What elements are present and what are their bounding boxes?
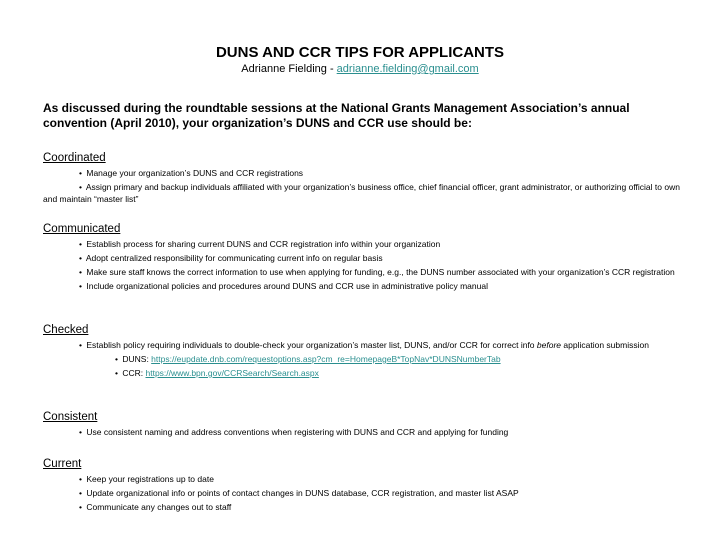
emphasis-before: before xyxy=(536,340,562,350)
document-title: DUNS AND CCR TIPS FOR APPLICANTS xyxy=(215,44,505,61)
bullet-marker: • xyxy=(79,182,82,192)
ccr-link[interactable]: https://www.bpn.gov/CCRSearch/Search.aspx xyxy=(145,368,319,378)
section-heading: Consistent xyxy=(43,411,98,423)
section-heading: Communicated xyxy=(43,223,121,235)
list-item: • Communicate any changes out to staff xyxy=(79,502,232,512)
bullet-marker: • xyxy=(79,474,82,484)
list-item: • Use consistent naming and address conventions when registering with DUNS and CCR and applying for funding xyxy=(79,427,509,437)
sub-list-item-duns: • DUNS: https://eupdate.dnb.com/requestoptions.asp?cm_re=HomepageB*TopNav*DUNSNumberTab xyxy=(115,354,501,364)
author-name: Adrianne Fielding - xyxy=(241,63,337,75)
author-line xyxy=(0,62,720,76)
bullet-marker: • xyxy=(79,488,82,498)
bullet-marker: • xyxy=(79,239,82,249)
section-checked xyxy=(43,323,683,381)
bullet-marker: • xyxy=(79,502,82,512)
list-item: • Make sure staff knows the correct information to use when applying for funding, e.g., the DUNS number associated with your organization’s CCR registration xyxy=(79,267,675,277)
bullet-marker: • xyxy=(115,354,118,364)
intro-paragraph: As discussed during the roundtable sessions at the National Grants Management Association’s annual convention (April 2010), your organization’s DUNS and CCR use should be: xyxy=(43,101,630,130)
section-communicated xyxy=(43,222,683,294)
author-email-link[interactable]: adrianne.fielding@gmail.com xyxy=(336,63,479,75)
list-item: • Establish process for sharing current DUNS and CCR registration info within your organization xyxy=(79,239,441,249)
bullet-marker: • xyxy=(79,267,82,277)
list-item: • Update organizational info or points of contact changes in DUNS database, CCR registration, and master list ASAP xyxy=(79,488,519,498)
section-heading: Coordinated xyxy=(43,152,106,164)
bullet-marker: • xyxy=(79,168,82,178)
section-consistent xyxy=(43,410,683,440)
list-item: • Manage your organization’s DUNS and CCR registrations xyxy=(79,168,304,178)
bullet-marker: • xyxy=(79,253,82,263)
bullet-marker: • xyxy=(79,427,82,437)
list-item: • Assign primary and backup individuals affiliated with your organization’s business office, chief financial officer, grant administrator, or authorizing official to own and maintain “master list” xyxy=(43,182,680,204)
sub-list-item-ccr: • CCR: https://www.bpn.gov/CCRSearch/Search.aspx xyxy=(115,368,319,378)
section-heading: Checked xyxy=(43,324,89,336)
section-heading: Current xyxy=(43,458,82,470)
section-current xyxy=(43,457,683,515)
bullet-marker: • xyxy=(79,340,82,350)
bullet-marker: • xyxy=(79,281,82,291)
list-item: • Keep your registrations up to date xyxy=(79,474,214,484)
section-coordinated xyxy=(43,151,683,207)
list-item: • Include organizational policies and procedures around DUNS and CCR use in administrative policy manual xyxy=(79,281,488,291)
list-item: • Establish policy requiring individuals to double-check your organization’s master list, DUNS, and/or CCR for correct info before application submission xyxy=(79,340,649,350)
list-item: • Adopt centralized responsibility for communicating current info on regular basis xyxy=(79,253,383,263)
duns-link[interactable]: https://eupdate.dnb.com/requestoptions.asp?cm_re=HomepageB*TopNav*DUNSNumberTab xyxy=(151,354,501,364)
bullet-marker: • xyxy=(115,368,118,378)
